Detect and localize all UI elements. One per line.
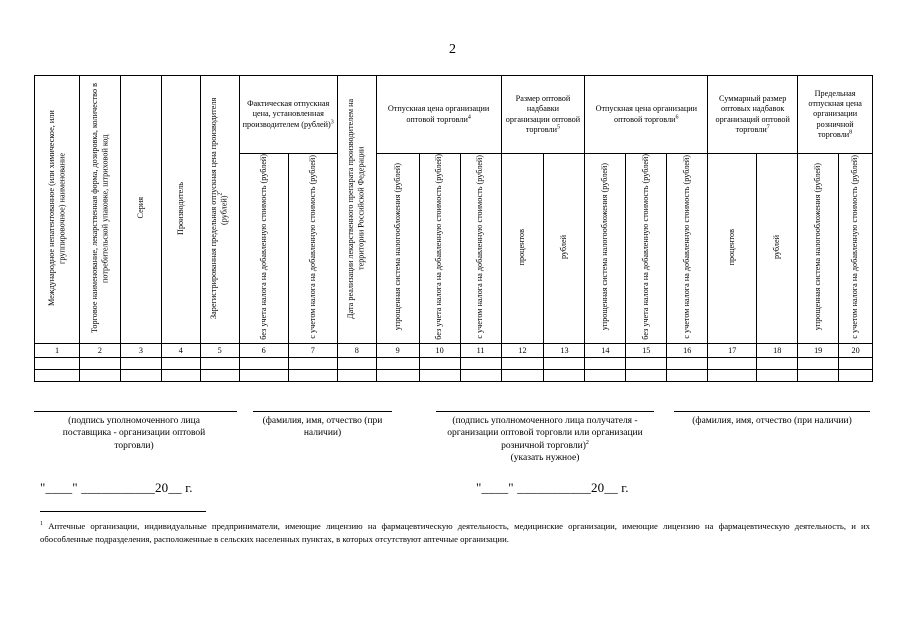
signature-caption-supplier: (подпись уполномоченного лица поставщика - организации оптовой торговли) bbox=[62, 416, 206, 451]
col-number: 13 bbox=[544, 344, 585, 358]
sub-col19: упрощенная система налогообложения (рублей) bbox=[798, 154, 839, 344]
sub-col18: рублей bbox=[757, 154, 798, 344]
col-number: 19 bbox=[798, 344, 839, 358]
signature-caption-recipient: (подпись уполномоченного лица получателя - организации оптовой торговли или организации розничной торговли)$^2$ (указать нужное) bbox=[447, 416, 643, 464]
col-number: 11 bbox=[460, 344, 501, 358]
table-row bbox=[35, 370, 873, 382]
sub-col20: с учетом налога на добавленную стоимость (рублей) bbox=[839, 154, 873, 344]
header-group-total-markup: Суммарный размер оптовых надбавок организаций оптовой торговли$^7$ bbox=[708, 76, 798, 154]
col-number: 5 bbox=[200, 344, 239, 358]
header-group-wholesale-price: Отпускная цена организации оптовой торговли$^4$ bbox=[376, 76, 501, 154]
col-number: 3 bbox=[120, 344, 161, 358]
date-field-left: "____" ___________20__ г. bbox=[40, 480, 193, 495]
sub-col6: без учета налога на добавленную стоимость (рублей) bbox=[239, 154, 288, 344]
sub-col9: упрощенная система налогообложения (рублей) bbox=[376, 154, 419, 344]
sub-col15: без учета налога на добавленную стоимость (рублей) bbox=[626, 154, 667, 344]
header-col8: Дата реализации лекарственного препарата производителем на территории Российской Федерации bbox=[337, 76, 376, 344]
col-number: 1 bbox=[35, 344, 80, 358]
col-number: 4 bbox=[161, 344, 200, 358]
header-col3: Серия bbox=[120, 76, 161, 344]
date-field-right: "____" ___________20__ г. bbox=[476, 480, 629, 495]
col-number: 8 bbox=[337, 344, 376, 358]
sub-col11: с учетом налога на добавленную стоимость (рублей) bbox=[460, 154, 501, 344]
page-number: 2 bbox=[449, 42, 456, 57]
header-group-factual: Фактическая отпускная цена, установленная производителем (рублей)$^3$ bbox=[239, 76, 337, 154]
header-col5: Зарегистрированная предельная отпускная цена производителя (рублей)$^2$ bbox=[200, 76, 239, 344]
name-caption-recipient: (фамилия, имя, отчество (при наличии) bbox=[692, 416, 852, 426]
sub-col7: с учетом налога на добавленную стоимость (рублей) bbox=[288, 154, 337, 344]
header-group-wholesale-price-2: Отпускная цена организации оптовой торговли$^6$ bbox=[585, 76, 708, 154]
price-register-table bbox=[34, 75, 873, 382]
footnote-separator bbox=[40, 511, 206, 512]
header-group-markup: Размер оптовой надбавки организации оптовой торговли$^5$ bbox=[501, 76, 585, 154]
sub-col13: рублей bbox=[544, 154, 585, 344]
col-number: 2 bbox=[80, 344, 121, 358]
signature-line-supplier bbox=[34, 411, 237, 412]
footnote: $^1$ Аптечные организации, индивидуальные предприниматели, имеющие лицензию на фармацевтическую деятельность, медицинские организации, имеющие лицензию на фармацевтическую деятельность, и их обособленные подразделения, расположенные в сельских населенных пунктах, в которых отсутствуют аптечные организации. bbox=[40, 521, 871, 545]
name-line-recipient bbox=[674, 411, 870, 412]
col-number: 6 bbox=[239, 344, 288, 358]
name-line-supplier bbox=[253, 411, 392, 412]
sub-col10: без учета налога на добавленную стоимость (рублей) bbox=[419, 154, 460, 344]
col-number: 9 bbox=[376, 344, 419, 358]
sub-col12: процентов bbox=[501, 154, 544, 344]
col-number: 7 bbox=[288, 344, 337, 358]
header-col2: Торговое наименование, лекарственная форма, дозировка, количество в потребительской упаковке, штриховой код bbox=[80, 76, 121, 344]
col-number: 20 bbox=[839, 344, 873, 358]
header-col1: Международное непатентованное (или химическое, или группировочное) наименование bbox=[35, 76, 80, 344]
sub-col17: процентов bbox=[708, 154, 757, 344]
signature-line-recipient bbox=[436, 411, 654, 412]
sub-col16: с учетом налога на добавленную стоимость (рублей) bbox=[667, 154, 708, 344]
col-number: 14 bbox=[585, 344, 626, 358]
col-number: 10 bbox=[419, 344, 460, 358]
col-number: 17 bbox=[708, 344, 757, 358]
header-col4: Производитель bbox=[161, 76, 200, 344]
col-number: 12 bbox=[501, 344, 544, 358]
col-number: 16 bbox=[667, 344, 708, 358]
sub-col14: упрощенная система налогообложения (рублей) bbox=[585, 154, 626, 344]
table-row bbox=[35, 358, 873, 370]
header-group-retail: Предельная отпускная цена организации розничной торговли$^8$ bbox=[798, 76, 873, 154]
col-number: 15 bbox=[626, 344, 667, 358]
name-caption-supplier: (фамилия, имя, отчество (при наличии) bbox=[262, 416, 383, 439]
col-number: 18 bbox=[757, 344, 798, 358]
